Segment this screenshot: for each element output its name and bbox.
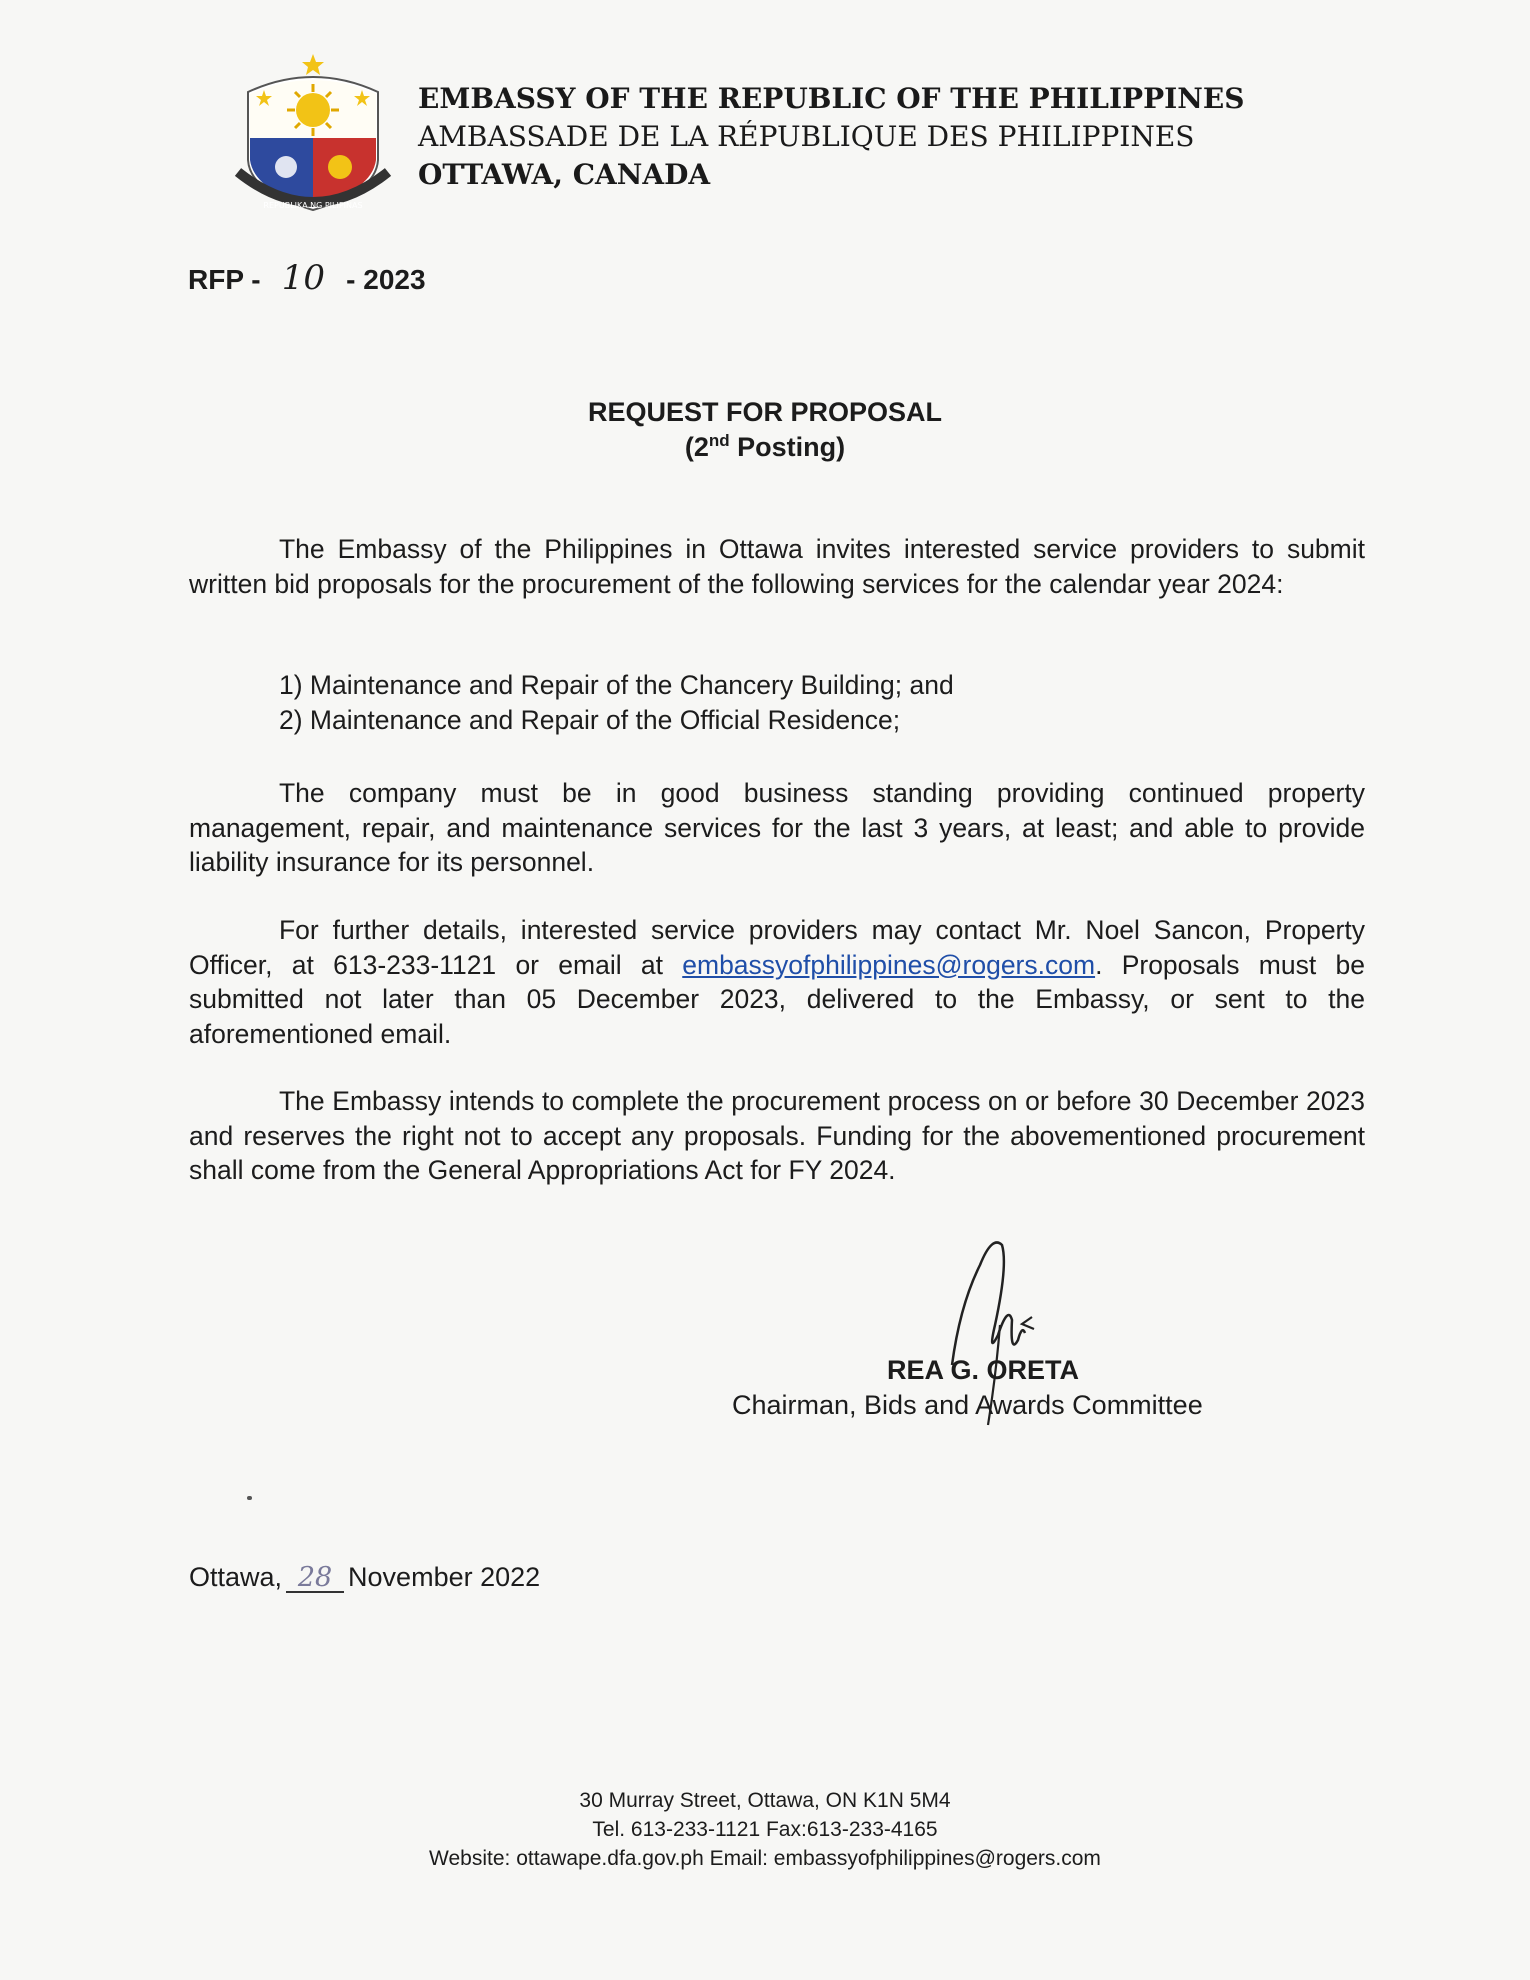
- deadline-text: . Proposals must be submitted not later than 05 December 2023, delivered to the Embassy, or sent to the aforementioned email.: [189, 949, 1365, 1049]
- signatory-title: Chairman, Bids and Awards Committee: [732, 1390, 1203, 1420]
- rfp-handwritten-number: 10: [281, 258, 326, 298]
- signature-icon: [900, 1225, 1130, 1465]
- footer-web: Website: ottawape.dfa.gov.ph Email: embassyofphilippines@rogers.com: [429, 1847, 1101, 1870]
- paragraph-requirements: The company must be in good business standing providing continued property management, repair, and maintenance services for the last 3 years, at least; and able to provide liability insurance for its personnel.: [189, 778, 1365, 877]
- paragraph-contact: [189, 913, 1365, 1051]
- document-title: REQUEST FOR PROPOSAL: [587, 397, 943, 427]
- body-paragraph-2: [189, 776, 1365, 880]
- scan-speck: [247, 1496, 252, 1500]
- seal-text: REPUBLIKA NG PILIPINAS: [263, 201, 363, 210]
- date-day-handwritten: 28: [286, 1565, 344, 1593]
- body-paragraph-1: [189, 532, 1365, 601]
- letterhead-location: OTTAWA, CANADA: [418, 158, 711, 191]
- date-month-year: November 2022: [348, 1562, 541, 1592]
- posting-open: (2: [684, 432, 709, 462]
- list-item: 1) Maintenance and Repair of the Chancery Building; and: [279, 670, 954, 700]
- date-city: Ottawa,: [189, 1562, 283, 1592]
- letterhead-line-fr: AMBASSADE DE LA RÉPUBLIQUE DES PHILIPPINES: [418, 120, 1195, 153]
- body-paragraph-3: [189, 913, 1365, 1051]
- paragraph-procurement-timeline: The Embassy intends to complete the procurement process on or before 30 December 2023 and reserves the right not to accept any proposals. Funding for the abovementioned procurement shall come from the General Appropriations Act for FY 2024.: [189, 1086, 1365, 1185]
- list-item: 2) Maintenance and Repair of the Official Residence;: [279, 704, 901, 735]
- signatory-name: REA G. ORETA: [887, 1355, 1080, 1385]
- rfp-number: [188, 258, 426, 298]
- contact-text: For further details, interested service providers may contact Mr. Noel Sancon, Property Officer, at 613-233-1121 or email at: [189, 915, 1365, 980]
- letterhead: [418, 80, 1244, 194]
- email-link[interactable]: embassyofphilippines@rogers.com: [682, 949, 1096, 980]
- philippine-seal-icon: [228, 42, 398, 220]
- footer-address: 30 Murray Street, Ottawa, ON K1N 5M4: [579, 1789, 951, 1812]
- posting-sup: nd: [708, 431, 730, 450]
- paragraph-invitation: The Embassy of the Philippines in Ottawa invites interested service providers to submit written bid proposals for the procurement of the following services for the calendar year 2024:: [189, 534, 1365, 599]
- posting-subtitle: [0, 431, 1530, 463]
- letterhead-line-en: EMBASSY OF THE REPUBLIC OF THE PHILIPPINES: [418, 82, 1245, 115]
- footer-phone: Tel. 613-233-1121 Fax:613-233-4165: [592, 1818, 938, 1841]
- rfp-prefix: RFP -: [188, 264, 261, 295]
- footer: [0, 1786, 1530, 1873]
- services-list-block: [189, 668, 1365, 737]
- posting-close: Posting): [729, 432, 846, 462]
- services-list: [189, 668, 1365, 737]
- rfp-year: - 2023: [346, 264, 426, 295]
- body-paragraph-4: [189, 1084, 1365, 1188]
- date-line: [189, 1562, 540, 1593]
